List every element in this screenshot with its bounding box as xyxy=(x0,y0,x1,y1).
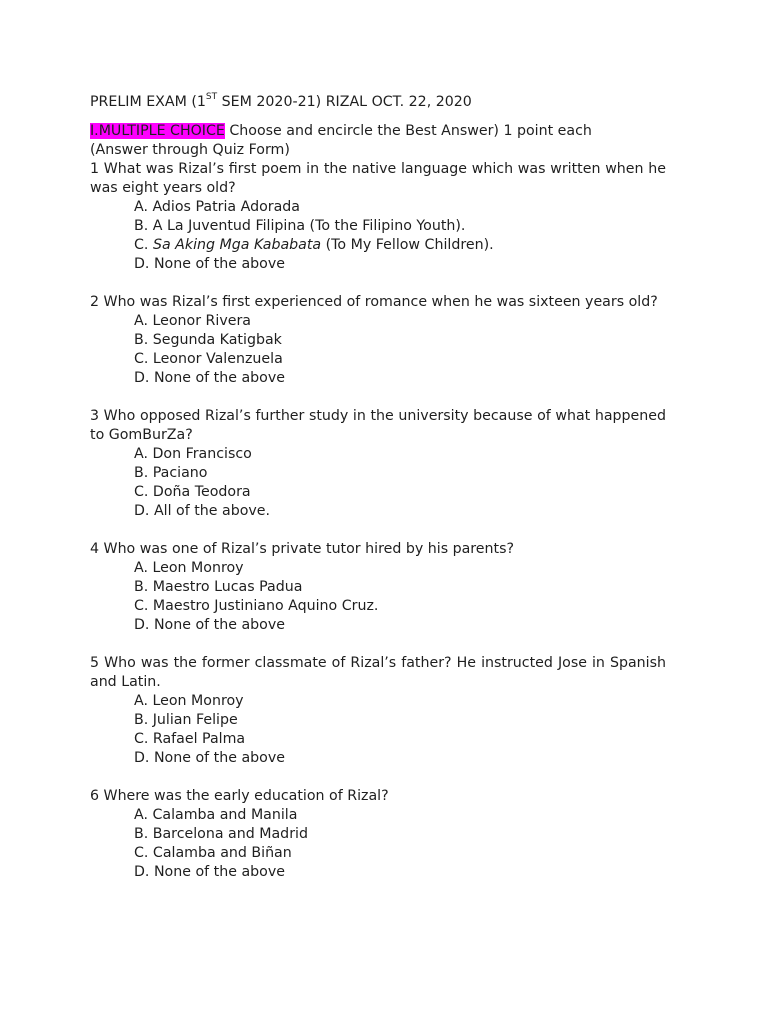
option-a[interactable]: A. Leon Monroy xyxy=(134,693,244,709)
option-b[interactable]: B. Paciano xyxy=(134,465,208,481)
option-a[interactable]: A. Adios Patria Adorada xyxy=(134,199,300,215)
options-list xyxy=(90,559,666,635)
option-b[interactable]: B. Maestro Lucas Padua xyxy=(134,579,303,595)
question-text: 4 Who was one of Rizal’s private tutor hired by his parents? xyxy=(90,541,515,557)
title-superscript: ST xyxy=(205,92,218,103)
question-text: 6 Where was the early education of Rizal? xyxy=(90,788,389,804)
question-text: 1 What was Rizal’s first poem in the native language which was written when he was eight years old? xyxy=(90,161,666,196)
option-a[interactable]: A. Leon Monroy xyxy=(134,560,244,576)
exam-document xyxy=(90,92,666,901)
option-c[interactable]: C. Maestro Justiniano Aquino Cruz. xyxy=(134,598,379,614)
option-d[interactable]: D. None of the above xyxy=(134,864,285,880)
option-c-letter: C. xyxy=(134,237,153,253)
option-a[interactable]: A. Leonor Rivera xyxy=(134,313,252,329)
option-c-italic-title: Sa Aking Mga Kababata xyxy=(152,237,322,253)
options-list xyxy=(90,198,666,274)
option-c-translation: (To My Fellow Children). xyxy=(321,237,494,253)
section-note: (Answer through Quiz Form) xyxy=(90,142,290,158)
option-c[interactable]: C. Leonor Valenzuela xyxy=(134,351,283,367)
question-2 xyxy=(90,293,666,388)
options-list xyxy=(90,445,666,521)
option-b[interactable]: B. Julian Felipe xyxy=(134,712,238,728)
option-c[interactable]: C. Calamba and Biñan xyxy=(134,845,292,861)
options-list xyxy=(90,312,666,388)
exam-title xyxy=(90,92,666,112)
title-prefix: PRELIM EXAM (1 xyxy=(90,94,206,110)
question-4 xyxy=(90,540,666,635)
option-d[interactable]: D. None of the above xyxy=(134,617,285,633)
question-3 xyxy=(90,407,666,521)
options-list xyxy=(90,692,666,768)
question-5 xyxy=(90,654,666,768)
option-b[interactable]: B. Barcelona and Madrid xyxy=(134,826,308,842)
section-instruction: Choose and encircle the Best Answer) 1 point each xyxy=(224,123,592,139)
option-b[interactable]: B. A La Juventud Filipina (To the Filipino Youth). xyxy=(134,218,466,234)
option-a[interactable]: A. Don Francisco xyxy=(134,446,252,462)
title-suffix: SEM 2020-21) RIZAL OCT. 22, 2020 xyxy=(217,94,472,110)
section-label: I.MULTIPLE CHOICE xyxy=(90,123,225,139)
option-c[interactable]: C. Rafael Palma xyxy=(134,731,246,747)
question-text: 3 Who opposed Rizal’s further study in the university because of what happened to GomBurZa? xyxy=(90,408,666,443)
question-text: 2 Who was Rizal’s first experienced of romance when he was sixteen years old? xyxy=(90,294,658,310)
option-d[interactable]: D. None of the above xyxy=(134,256,285,272)
option-a[interactable]: A. Calamba and Manila xyxy=(134,807,298,823)
option-d[interactable]: D. All of the above. xyxy=(134,503,271,519)
question-6 xyxy=(90,787,666,882)
option-c[interactable] xyxy=(90,236,666,255)
option-d[interactable]: D. None of the above xyxy=(134,750,285,766)
option-b[interactable]: B. Segunda Katigbak xyxy=(134,332,282,348)
options-list xyxy=(90,806,666,882)
option-d[interactable]: D. None of the above xyxy=(134,370,285,386)
option-c[interactable]: C. Doña Teodora xyxy=(134,484,251,500)
question-1 xyxy=(90,160,666,274)
section-header xyxy=(90,122,666,141)
question-text: 5 Who was the former classmate of Rizal’s father? He instructed Jose in Spanish and Latin. xyxy=(90,655,666,690)
